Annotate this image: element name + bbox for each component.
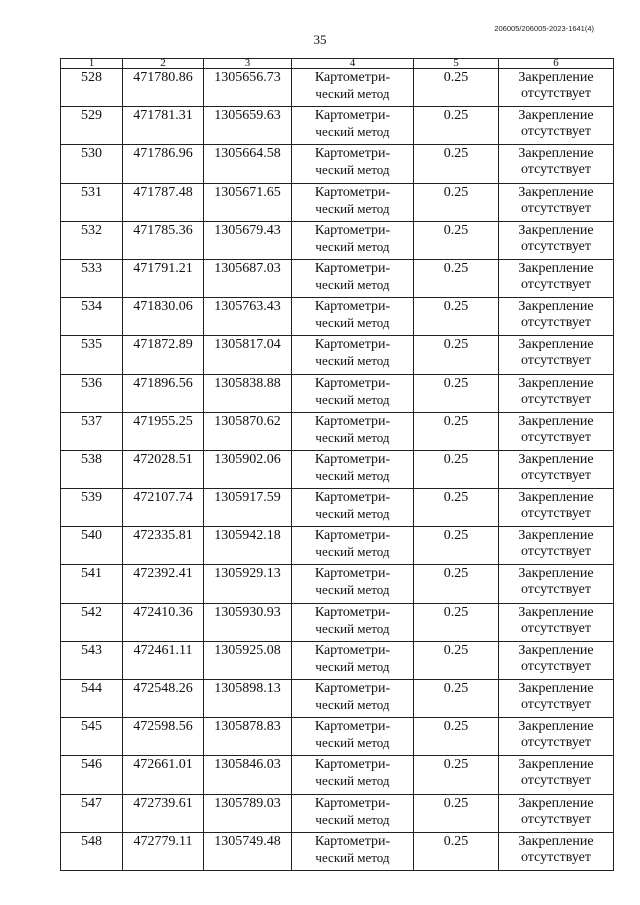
document-id: 206005/206005-2023-1641(4) (494, 24, 594, 33)
coordinate-x: 472461.11 (123, 641, 204, 679)
method-line-1: Картометри- (314, 566, 391, 582)
table-row (61, 718, 614, 756)
point-number: 541 (61, 565, 123, 603)
coordinate-y: 1305817.04 (204, 336, 292, 374)
method-line-1: Картометри- (314, 795, 391, 811)
accuracy-value: 0.25 (414, 756, 499, 794)
point-number: 532 (61, 221, 123, 259)
point-number: 530 (61, 145, 123, 183)
fixation-line-1: Закрепление (518, 337, 594, 353)
accuracy-value: 0.25 (414, 298, 499, 336)
coordinate-x: 471830.06 (123, 298, 204, 336)
fixation-cell (499, 641, 614, 679)
coordinate-x: 472028.51 (123, 450, 204, 488)
accuracy-value: 0.25 (414, 183, 499, 221)
fixation-line-1: Закрепление (518, 70, 594, 85)
table-row (61, 489, 614, 527)
method-line-2: ческий метод (315, 849, 390, 865)
coordinate-y: 1305838.88 (204, 374, 292, 412)
table-row (61, 794, 614, 832)
fixation-line-1: Закрепление (518, 375, 594, 391)
point-number: 531 (61, 183, 123, 221)
method-line-2: ческий метод (315, 506, 390, 522)
fixation-line-2: отсутствует (520, 506, 592, 522)
coordinate-y: 1305902.06 (204, 450, 292, 488)
accuracy-value: 0.25 (414, 680, 499, 718)
coordinate-y: 1305656.73 (204, 69, 292, 107)
accuracy-value: 0.25 (414, 145, 499, 183)
accuracy-value: 0.25 (414, 832, 499, 870)
method-line-1: Картометри- (314, 642, 391, 658)
table-row (61, 603, 614, 641)
fixation-line-1: Закрепление (518, 184, 594, 200)
column-number: 6 (499, 59, 614, 69)
coordinate-y: 1305917.59 (204, 489, 292, 527)
fixation-cell (499, 794, 614, 832)
coordinate-x: 472548.26 (123, 680, 204, 718)
fixation-line-2: отсутствует (520, 315, 592, 331)
method-line-1: Картометри- (314, 604, 391, 620)
accuracy-value: 0.25 (414, 794, 499, 832)
accuracy-value: 0.25 (414, 221, 499, 259)
fixation-cell (499, 221, 614, 259)
coordinate-x: 471791.21 (123, 259, 204, 297)
point-number: 538 (61, 450, 123, 488)
table-row (61, 832, 614, 870)
method-line-2: ческий метод (315, 391, 390, 407)
fixation-line-1: Закрепление (518, 566, 594, 582)
method-cell (292, 718, 414, 756)
accuracy-value: 0.25 (414, 69, 499, 107)
coordinate-x: 471780.86 (123, 69, 204, 107)
fixation-cell (499, 69, 614, 107)
accuracy-value: 0.25 (414, 527, 499, 565)
method-line-1: Картометри- (314, 757, 391, 773)
point-number: 539 (61, 489, 123, 527)
method-line-2: ческий метод (315, 429, 390, 445)
method-cell (292, 832, 414, 870)
coordinate-x: 472392.41 (123, 565, 204, 603)
method-cell (292, 527, 414, 565)
table-row (61, 374, 614, 412)
fixation-line-1: Закрепление (518, 833, 594, 849)
column-number: 1 (61, 59, 123, 69)
page-number: 35 (313, 32, 327, 47)
coordinate-y: 1305898.13 (204, 680, 292, 718)
accuracy-value: 0.25 (414, 450, 499, 488)
fixation-line-2: отсутствует (520, 86, 592, 101)
method-cell (292, 145, 414, 183)
method-line-2: ческий метод (315, 276, 390, 292)
fixation-cell (499, 183, 614, 221)
method-line-2: ческий метод (315, 86, 390, 101)
coordinate-y: 1305789.03 (204, 794, 292, 832)
fixation-cell (499, 680, 614, 718)
method-line-2: ческий метод (315, 620, 390, 636)
accuracy-value: 0.25 (414, 107, 499, 145)
method-cell (292, 680, 414, 718)
fixation-line-2: отсутствует (520, 544, 592, 560)
coordinate-x: 471787.48 (123, 183, 204, 221)
method-line-2: ческий метод (315, 353, 390, 369)
fixation-line-1: Закрепление (518, 528, 594, 544)
method-line-2: ческий метод (315, 773, 390, 789)
method-cell (292, 603, 414, 641)
method-cell (292, 107, 414, 145)
coordinate-x: 471955.25 (123, 412, 204, 450)
column-number: 2 (123, 59, 204, 69)
coordinate-x: 472107.74 (123, 489, 204, 527)
fixation-line-1: Закрепление (518, 146, 594, 162)
fixation-line-2: отсутствует (520, 391, 592, 407)
fixation-line-2: отсутствует (520, 429, 592, 445)
fixation-line-1: Закрепление (518, 490, 594, 506)
method-line-1: Картометри- (314, 490, 391, 506)
point-number: 535 (61, 336, 123, 374)
method-line-2: ческий метод (315, 124, 390, 140)
table-row (61, 756, 614, 794)
coordinate-y: 1305664.58 (204, 145, 292, 183)
method-line-2: ческий метод (315, 735, 390, 751)
accuracy-value: 0.25 (414, 489, 499, 527)
fixation-cell (499, 298, 614, 336)
method-line-2: ческий метод (315, 200, 390, 216)
fixation-line-1: Закрепление (518, 681, 594, 696)
fixation-line-2: отсутствует (520, 658, 592, 674)
table-row (61, 259, 614, 297)
fixation-cell (499, 259, 614, 297)
coordinate-y: 1305687.03 (204, 259, 292, 297)
coordinate-x: 472661.01 (123, 756, 204, 794)
fixation-cell (499, 527, 614, 565)
table-row (61, 680, 614, 718)
point-number: 544 (61, 680, 123, 718)
coordinate-x: 472598.56 (123, 718, 204, 756)
method-line-1: Картометри- (314, 833, 391, 849)
method-cell (292, 183, 414, 221)
accuracy-value: 0.25 (414, 718, 499, 756)
coordinate-x: 472779.11 (123, 832, 204, 870)
method-cell (292, 450, 414, 488)
point-number: 528 (61, 69, 123, 107)
method-line-2: ческий метод (315, 162, 390, 178)
table-row (61, 107, 614, 145)
point-number: 537 (61, 412, 123, 450)
fixation-cell (499, 718, 614, 756)
method-cell (292, 298, 414, 336)
coordinate-y: 1305763.43 (204, 298, 292, 336)
table-row (61, 183, 614, 221)
fixation-cell (499, 756, 614, 794)
method-line-2: ческий метод (315, 315, 390, 331)
table-row (61, 221, 614, 259)
method-line-2: ческий метод (315, 658, 390, 674)
coordinate-y: 1305846.03 (204, 756, 292, 794)
coordinate-x: 472335.81 (123, 527, 204, 565)
fixation-line-2: отсутствует (520, 162, 592, 178)
fixation-line-1: Закрепление (518, 413, 594, 429)
method-cell (292, 221, 414, 259)
coordinate-y: 1305671.65 (204, 183, 292, 221)
fixation-line-2: отсутствует (520, 811, 592, 827)
table-row (61, 565, 614, 603)
fixation-line-1: Закрепление (518, 719, 594, 735)
fixation-line-1: Закрепление (518, 604, 594, 620)
coordinate-y: 1305925.08 (204, 641, 292, 679)
method-line-2: ческий метод (315, 697, 390, 712)
fixation-line-1: Закрепление (518, 222, 594, 238)
fixation-cell (499, 489, 614, 527)
method-line-2: ческий метод (315, 467, 390, 483)
method-line-1: Картометри- (314, 337, 391, 353)
fixation-cell (499, 412, 614, 450)
fixation-line-2: отсутствует (520, 849, 592, 865)
fixation-line-2: отсутствует (520, 582, 592, 598)
accuracy-value: 0.25 (414, 641, 499, 679)
point-number: 542 (61, 603, 123, 641)
fixation-line-2: отсутствует (520, 276, 592, 292)
coordinates-table (60, 58, 614, 871)
column-number-row (61, 59, 614, 69)
fixation-line-1: Закрепление (518, 451, 594, 467)
point-number: 546 (61, 756, 123, 794)
point-number: 533 (61, 259, 123, 297)
accuracy-value: 0.25 (414, 259, 499, 297)
fixation-line-2: отсутствует (520, 200, 592, 216)
fixation-cell (499, 565, 614, 603)
method-cell (292, 641, 414, 679)
coordinate-y: 1305942.18 (204, 527, 292, 565)
fixation-line-2: отсутствует (520, 467, 592, 483)
method-cell (292, 374, 414, 412)
method-cell (292, 565, 414, 603)
fixation-line-2: отсутствует (520, 735, 592, 751)
column-number: 3 (204, 59, 292, 69)
method-line-1: Картометри- (314, 451, 391, 467)
method-cell (292, 69, 414, 107)
coordinate-x: 472739.61 (123, 794, 204, 832)
table-row (61, 336, 614, 374)
fixation-cell (499, 374, 614, 412)
coordinate-x: 471786.96 (123, 145, 204, 183)
fixation-cell (499, 107, 614, 145)
method-line-1: Картометри- (314, 528, 391, 544)
fixation-cell (499, 603, 614, 641)
coordinate-x: 471781.31 (123, 107, 204, 145)
table-row (61, 450, 614, 488)
coordinate-y: 1305870.62 (204, 412, 292, 450)
point-number: 536 (61, 374, 123, 412)
coordinate-y: 1305930.93 (204, 603, 292, 641)
table-row (61, 527, 614, 565)
fixation-cell (499, 145, 614, 183)
method-line-1: Картометри- (314, 719, 391, 735)
point-number: 545 (61, 718, 123, 756)
fixation-cell (499, 336, 614, 374)
method-line-1: Картометри- (314, 375, 391, 391)
method-cell (292, 336, 414, 374)
coordinate-x: 472410.36 (123, 603, 204, 641)
table-row (61, 145, 614, 183)
point-number: 534 (61, 298, 123, 336)
coordinate-y: 1305749.48 (204, 832, 292, 870)
method-line-1: Картометри- (314, 413, 391, 429)
method-line-2: ческий метод (315, 582, 390, 598)
fixation-line-2: отсутствует (520, 238, 592, 254)
method-cell (292, 794, 414, 832)
fixation-line-2: отсутствует (520, 353, 592, 369)
point-number: 543 (61, 641, 123, 679)
point-number: 540 (61, 527, 123, 565)
table-row (61, 298, 614, 336)
fixation-line-1: Закрепление (518, 795, 594, 811)
fixation-cell (499, 450, 614, 488)
column-number: 5 (414, 59, 499, 69)
fixation-line-1: Закрепление (518, 260, 594, 276)
coordinate-y: 1305929.13 (204, 565, 292, 603)
method-line-1: Картометри- (314, 184, 391, 200)
accuracy-value: 0.25 (414, 336, 499, 374)
method-line-1: Картометри- (314, 299, 391, 315)
method-line-1: Картометри- (314, 70, 391, 85)
accuracy-value: 0.25 (414, 374, 499, 412)
fixation-line-2: отсутствует (520, 697, 592, 712)
table-row (61, 69, 614, 107)
coordinate-x: 471872.89 (123, 336, 204, 374)
fixation-line-1: Закрепление (518, 108, 594, 124)
point-number: 529 (61, 107, 123, 145)
method-cell (292, 259, 414, 297)
fixation-line-1: Закрепление (518, 642, 594, 658)
fixation-line-2: отсутствует (520, 124, 592, 140)
table-row (61, 412, 614, 450)
fixation-line-1: Закрепление (518, 757, 594, 773)
point-number: 548 (61, 832, 123, 870)
coordinate-x: 471785.36 (123, 221, 204, 259)
column-number: 4 (292, 59, 414, 69)
accuracy-value: 0.25 (414, 603, 499, 641)
coordinate-x: 471896.56 (123, 374, 204, 412)
method-cell (292, 412, 414, 450)
method-cell (292, 756, 414, 794)
point-number: 547 (61, 794, 123, 832)
fixation-line-1: Закрепление (518, 299, 594, 315)
fixation-line-2: отсутствует (520, 620, 592, 636)
coordinate-y: 1305878.83 (204, 718, 292, 756)
fixation-cell (499, 832, 614, 870)
method-line-1: Картометри- (314, 146, 391, 162)
method-line-2: ческий метод (315, 544, 390, 560)
table-row (61, 641, 614, 679)
method-line-1: Картометри- (314, 681, 391, 696)
method-line-2: ческий метод (315, 811, 390, 827)
accuracy-value: 0.25 (414, 412, 499, 450)
coordinate-y: 1305679.43 (204, 221, 292, 259)
method-line-2: ческий метод (315, 238, 390, 254)
method-line-1: Картометри- (314, 260, 391, 276)
coordinate-y: 1305659.63 (204, 107, 292, 145)
method-cell (292, 489, 414, 527)
accuracy-value: 0.25 (414, 565, 499, 603)
fixation-line-2: отсутствует (520, 773, 592, 789)
method-line-1: Картометри- (314, 108, 391, 124)
method-line-1: Картометри- (314, 222, 391, 238)
